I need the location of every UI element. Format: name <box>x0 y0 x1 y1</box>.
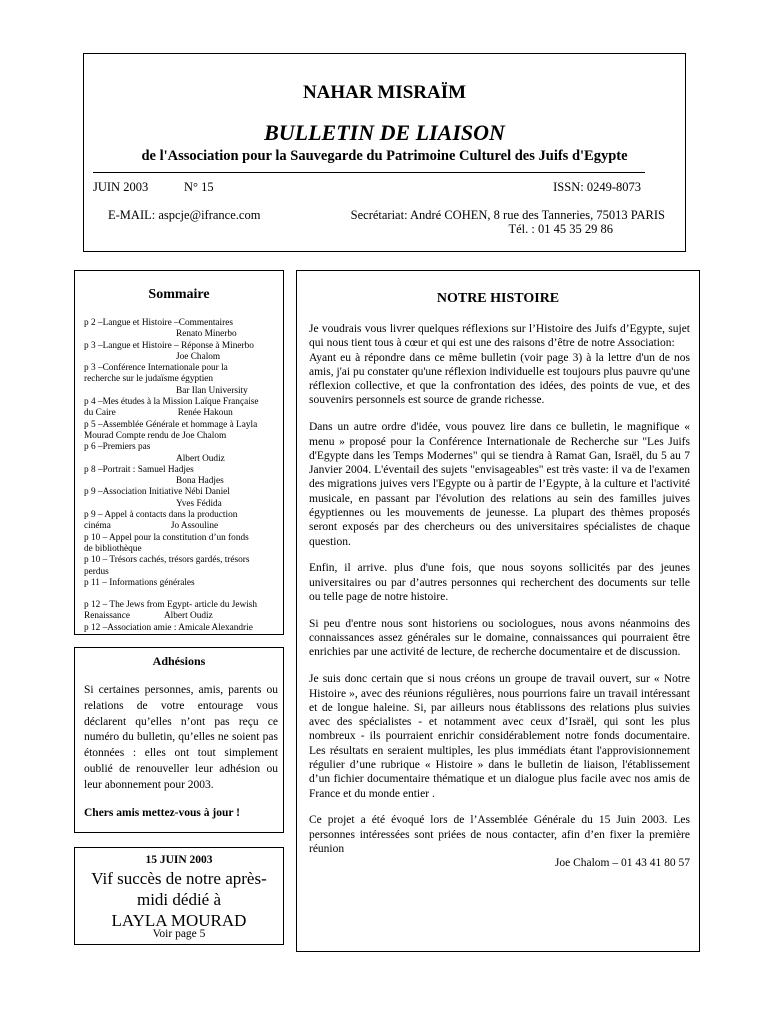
article-paragraph: Enfin, il arrive. plus d'une fois, que nous soyons sollicités par des jeunes universitaires ou par d’autres personnes qui recherchent des documents sur telle ou telle page de notre histoire. <box>309 562 690 604</box>
toc-line: Mourad Compte rendu de Joe Chalom <box>84 430 227 441</box>
toc-line: Yves Fédida <box>176 498 222 509</box>
toc-line: Bar Ilan University <box>176 385 248 396</box>
article-paragraph: Si peu d'entre nous sont historiens ou sociologues, nous avons néanmoins des connaissances assez générales sur le domaine, connaissances qui pourraient être enrichies par une activité de lecture, de recherche documentaire et de discussion. <box>309 617 690 659</box>
toc-line <box>84 521 280 532</box>
table-of-contents <box>74 270 284 635</box>
issn: ISSN: 0249-8073 <box>553 180 641 194</box>
article-paragraph: Je voudrais vous livrer quelques réflexions sur l’Histoire des Juifs d’Egypte, sujet qui nous tient tous à cœur et qui est une des raisons d’être de notre Association: <box>309 323 690 350</box>
toc-line: p 8 –Portrait : Samuel Hadjes <box>84 464 194 475</box>
article-body <box>309 322 690 871</box>
issue-number: N° 15 <box>184 180 214 194</box>
bulletin-subtitle: BULLETIN DE LIAISON <box>264 120 505 145</box>
toc-line: p 3 –Langue et Histoire – Réponse à Minerbo <box>84 340 254 351</box>
toc-line: p 12 – The Jews from Egypt- article du Jewish <box>84 600 258 611</box>
toc-line: p 9 –Association Initiative Nébi Daniel <box>84 487 230 498</box>
membership-notice <box>74 647 284 833</box>
secretariat-address: Secrétariat: André COHEN, 8 rue des Tanneries, 75013 PARIS <box>350 208 665 222</box>
event-headline <box>75 868 283 931</box>
toc-line: Bona Hadjes <box>176 476 224 487</box>
main-article <box>296 270 700 952</box>
email-address: E-MAIL: aspcje@ifrance.com <box>108 208 261 222</box>
event-headline-line: midi dédié à <box>136 890 222 909</box>
article-signature: Joe Chalom – 01 43 41 80 57 <box>554 857 690 870</box>
toc-line: p 10 – Appel pour la constitution d’un fonds <box>84 532 249 543</box>
telephone: Tél. : 01 45 35 29 86 <box>508 222 613 236</box>
toc-line <box>84 408 280 419</box>
article-title: NOTRE HISTOIRE <box>436 291 560 306</box>
toc-line-author: Albert Oudiz <box>163 611 213 622</box>
toc-line-author: Jo Assouline <box>170 521 219 532</box>
membership-call-to-action: Chers amis mettez-vous à jour ! <box>84 807 240 819</box>
newsletter-title: NAHAR MISRAÏM <box>302 82 467 103</box>
toc-line <box>84 611 280 622</box>
toc-line: p 6 –Premiers pas <box>84 442 151 453</box>
issue-date: JUIN 2003 <box>93 180 149 194</box>
toc-list <box>84 318 280 634</box>
toc-line: p 5 –Assemblée Générale et hommage à Layla <box>84 419 258 430</box>
toc-line-part: Renaissance <box>84 611 130 622</box>
article-paragraph: Ce projet a été évoqué lors de l’Assemblée Générale du 15 Juin 2003. Les personnes intéressées sont priées de nous contacter, afin d’en fixer la première réunion <box>309 814 690 855</box>
toc-line: Albert Oudiz <box>176 453 225 464</box>
membership-text: Si certaines personnes, amis, parents ou relations de votre entourage vous déclarent qu’elles n’ont pas reçu ce numéro du bulletin, qu’elles ne soient pas étonnées : elles ont tout simplement oublié de renouveller leur adhésion ou leur abonnement pour 2003. <box>84 684 278 791</box>
article-paragraph: Je suis donc certain que si nous créons un groupe de travail ouvert, sur « Notre Histoire », avec des réunions régulières, nous pourrions faire un travail intéressant et de longue haleine. Si, par ailleurs nous établissons des relations plus suivies avec des spécialistes - et notamment avec ceux d’Israël, qui sont les plus nombreux - ils pourraient enrichir considérablement notre fonds documentaire. Les résultats en seraient multiples, les plus immédiats étant l'approvisionnement régulier d’une rubrique « Histoire » dans le bulletin de liaison, l'établissement d’un fichier documentaire thématique et un dialogue plus facile avec nos amis de France et du monde entier . <box>309 673 690 800</box>
toc-line: p 11 – Informations générales <box>84 577 195 588</box>
toc-line-author: Renée Hakoun <box>177 408 233 419</box>
association-name: de l'Association pour la Sauvegarde du Patrimoine Culturel des Juifs d'Egypte <box>141 148 628 164</box>
toc-line: recherche sur le judaïsme égyptien <box>84 374 214 385</box>
toc-line: Renato Minerbo <box>176 329 237 340</box>
article-paragraph: Ayant eu à répondre dans ce même bulletin (voir page 3) à la lettre d'un de nos amis, j'ai pu constater qu'une réflexion individuelle est toujours plus pauvre qu'une réflexion collective, et que la confrontation des idées, des points de vue, et des souvenirs personnels est source de grande richesse. <box>309 351 690 407</box>
toc-line-part: cinéma <box>84 521 111 532</box>
toc-line: Joe Chalom <box>176 351 221 362</box>
membership-title: Adhésions <box>152 654 206 668</box>
toc-spacer <box>84 589 280 600</box>
event-headline-line: LAYLA MOURAD <box>111 911 247 930</box>
toc-line: p 10 – Trésors cachés, trésors gardés, trésors <box>84 555 250 566</box>
event-headline-line: Vif succès de notre après- <box>91 869 267 888</box>
toc-line: p 3 –Conférence Internationale pour la <box>84 363 228 374</box>
event-page-reference: Voir page 5 <box>152 928 206 940</box>
header-divider <box>93 172 645 173</box>
event-date: 15 JUIN 2003 <box>145 854 213 866</box>
toc-line: p 4 –Mes études à la Mission Laïque Française <box>84 397 259 408</box>
toc-line-part: du Caire <box>84 408 116 419</box>
toc-line: perdus <box>84 566 109 577</box>
masthead <box>83 53 686 252</box>
toc-line: de bibliothèque <box>84 543 142 554</box>
toc-line: p 9 – Appel à contacts dans la production <box>84 510 238 521</box>
article-paragraph: Dans un autre ordre d'idée, vous pouvez lire dans ce bulletin, le magnifique « menu » proposé pour la Conférence Internationale de Recherche sur "Les Juifs d'Egypte dans les Temps Modernes" qui se tiendra à Ramat Gan, Israël, du 5 au 7 Janvier 2004. L'éventail des sujets "envisageables" est très vaste: il va de l'examen des migrations juives vers l'Egypte ou à partir de l’Egypte, à la culture et l'activité musicale, en passant par l'évolution des relations au sein des familles juives égyptiennes ou les mouvements de jeunesse. La plupart des thèmes proposés seront exposés par des chercheurs ou des universitaires spécialistes de chaque question. <box>309 421 690 548</box>
toc-title: Sommaire <box>148 287 210 302</box>
event-announcement <box>74 847 284 945</box>
toc-line: p 12 –Association amie : Amicale Alexandrie <box>84 622 253 633</box>
toc-line: p 2 –Langue et Histoire –Commentaires <box>84 318 233 328</box>
